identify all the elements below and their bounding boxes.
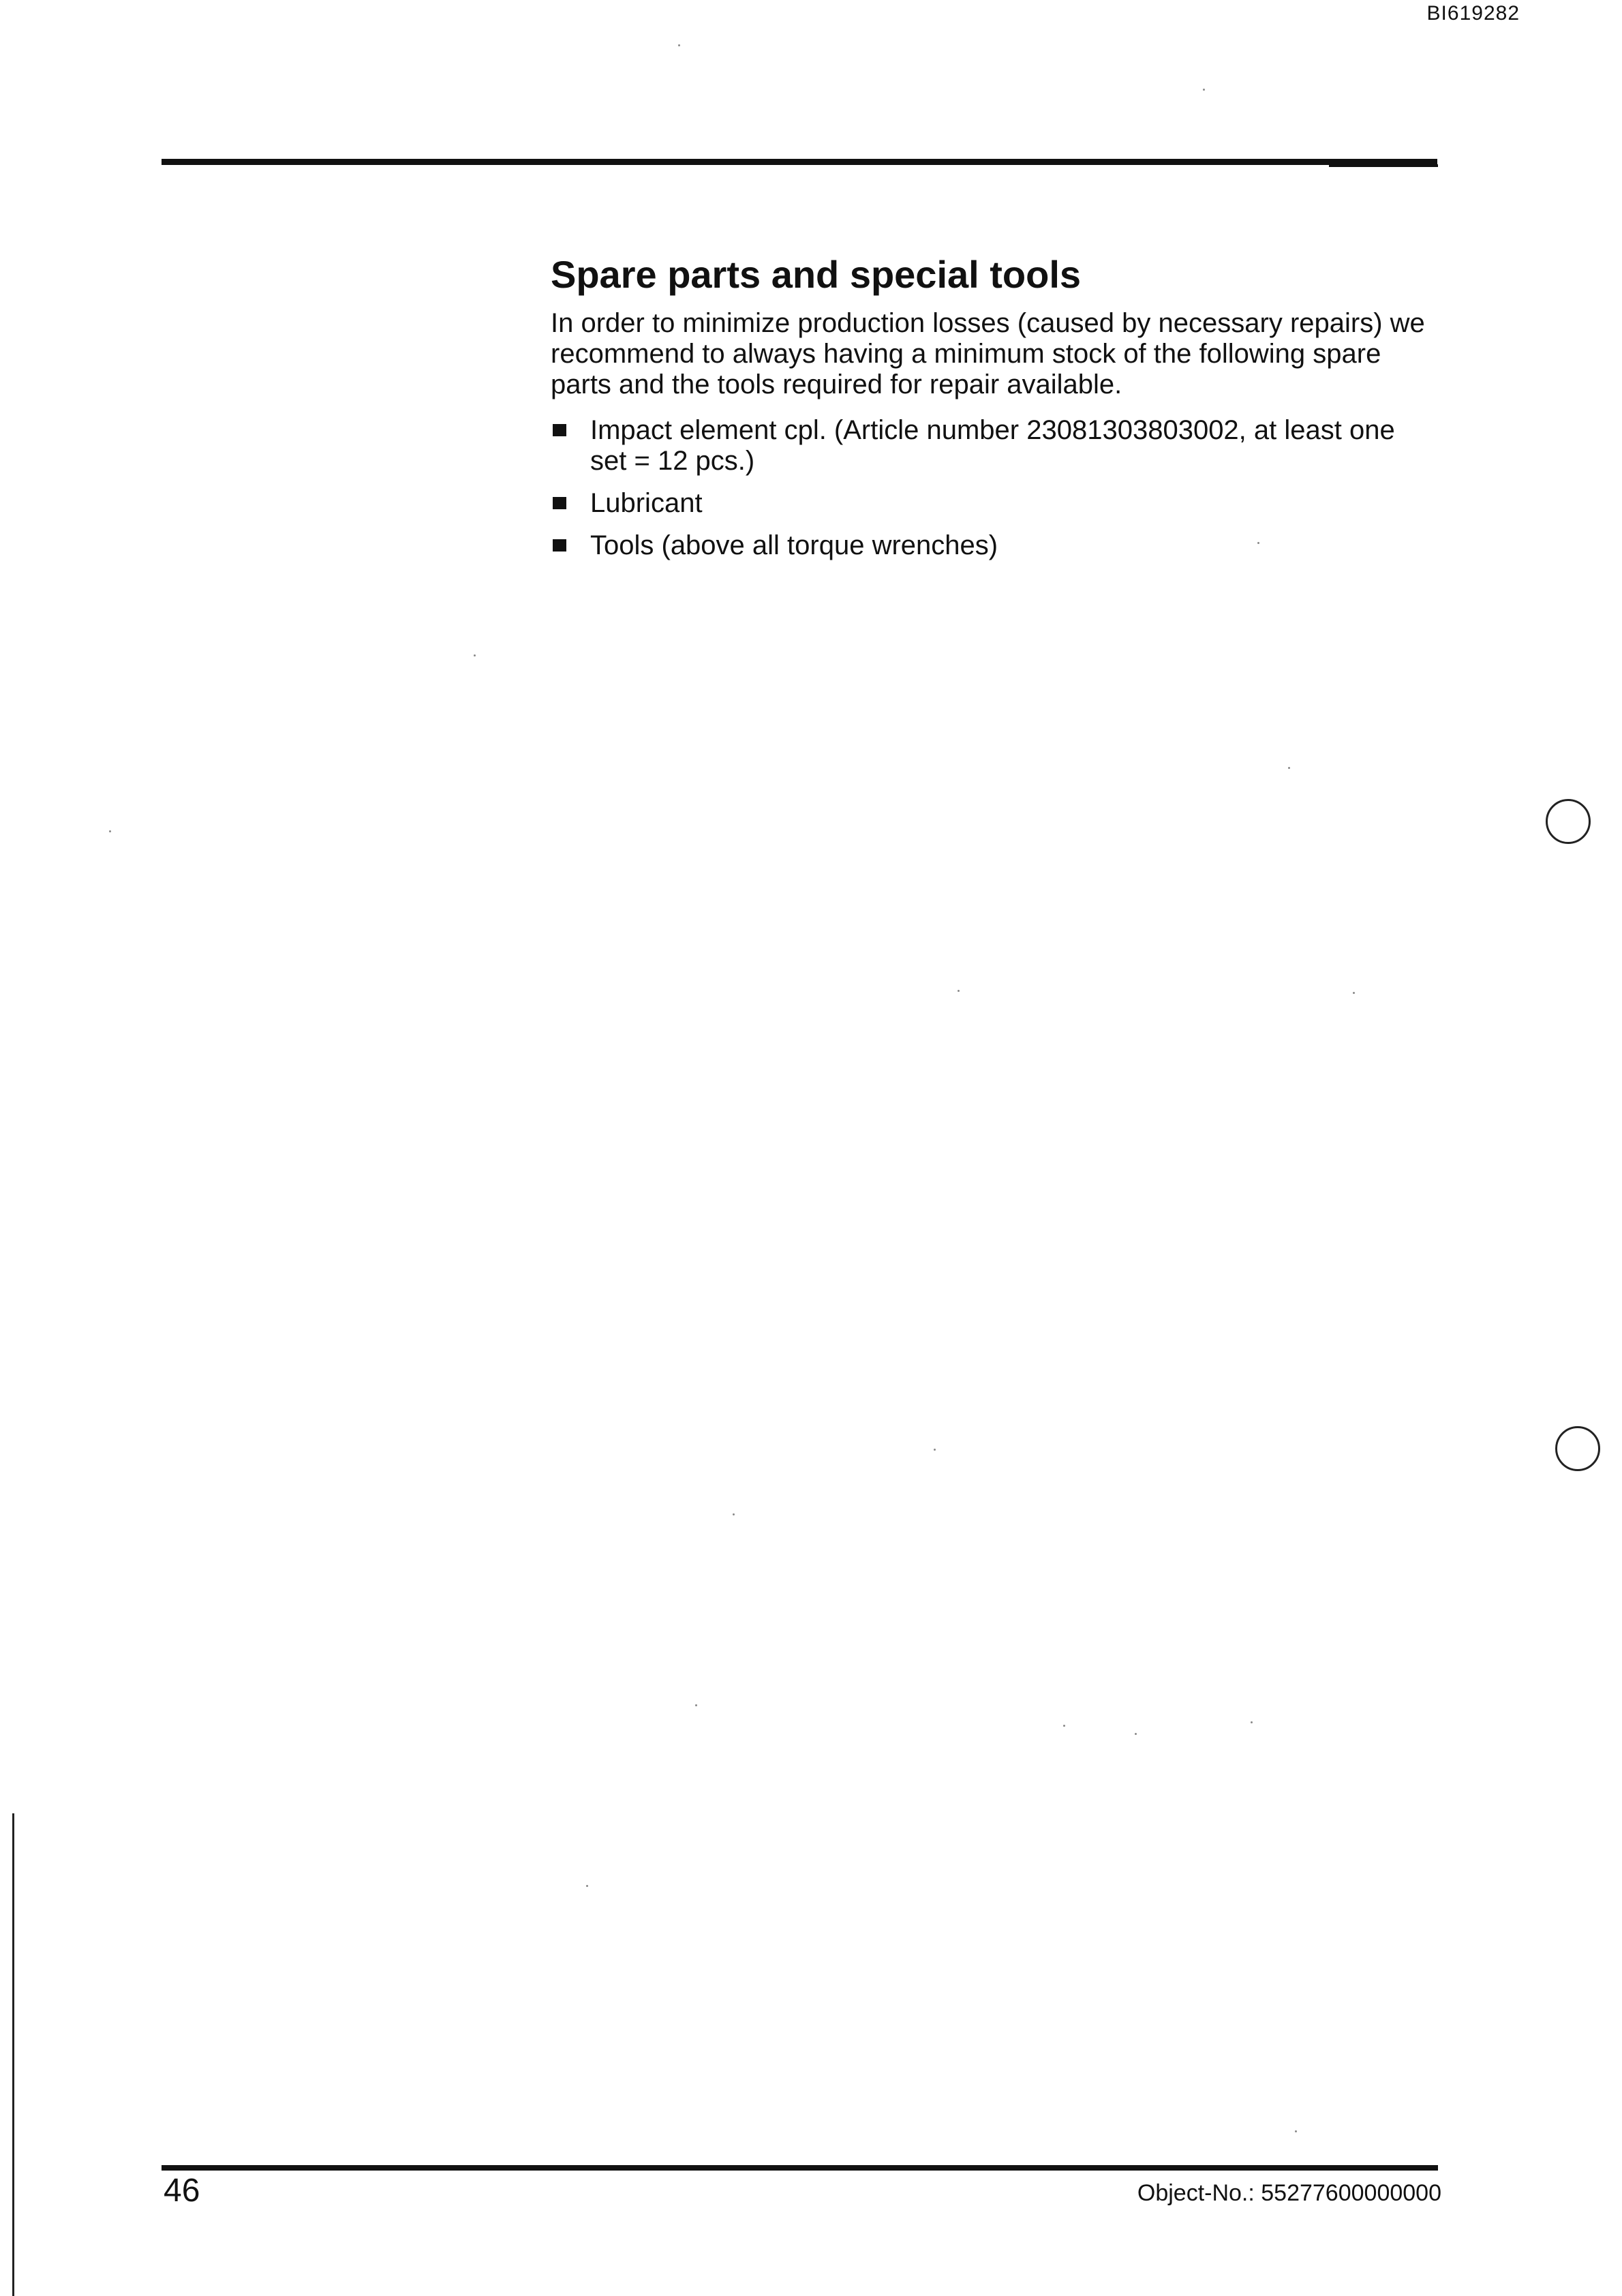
scan-margin-line bbox=[12, 1813, 14, 2296]
scan-speck bbox=[934, 1449, 936, 1451]
section-intro: In order to minimize production losses (caused by necessary repairs) we recommend to always having a minimum stock of the following spare parts and the tools required for repair available. bbox=[551, 308, 1425, 399]
list-item bbox=[551, 530, 1435, 561]
punch-hole-icon bbox=[1546, 799, 1591, 844]
header-rule bbox=[162, 159, 1437, 165]
footer-rule bbox=[162, 2165, 1438, 2171]
spare-parts-list bbox=[551, 415, 1437, 561]
scan-speck bbox=[1353, 992, 1355, 994]
square-bullet-icon bbox=[553, 424, 566, 436]
object-number: Object-No.: 55277600000000 bbox=[1137, 2180, 1441, 2206]
punch-hole-icon bbox=[1555, 1426, 1600, 1471]
square-bullet-icon bbox=[553, 497, 566, 509]
scan-speck bbox=[1251, 1721, 1253, 1723]
scan-speck bbox=[678, 44, 680, 46]
list-item bbox=[551, 488, 1435, 519]
header-rule-tail bbox=[1329, 164, 1438, 167]
scan-speck bbox=[1257, 542, 1259, 544]
list-item bbox=[551, 415, 1435, 477]
scan-speck bbox=[586, 1885, 588, 1887]
section-title: Spare parts and special tools bbox=[551, 253, 1082, 296]
scan-speck bbox=[474, 654, 476, 656]
scan-speck bbox=[1295, 2130, 1297, 2132]
scan-speck bbox=[733, 1513, 735, 1515]
scan-speck bbox=[695, 1704, 697, 1706]
document-id: BI619282 bbox=[1426, 2, 1520, 25]
scan-speck bbox=[1063, 1725, 1065, 1727]
scan-speck bbox=[958, 990, 960, 992]
scan-speck bbox=[1288, 767, 1290, 769]
scan-speck bbox=[1135, 1733, 1137, 1735]
list-item-text: Tools (above all torque wrenches) bbox=[590, 530, 998, 560]
list-item-text: Lubricant bbox=[590, 488, 703, 518]
section-content bbox=[551, 251, 1437, 573]
square-bullet-icon bbox=[553, 539, 566, 552]
scan-speck bbox=[109, 830, 111, 832]
list-item-text: Impact element cpl. (Article number 23081303803002, at least one set = 12 pcs.) bbox=[590, 415, 1395, 476]
page-number: 46 bbox=[164, 2173, 200, 2209]
scan-speck bbox=[1203, 89, 1205, 91]
